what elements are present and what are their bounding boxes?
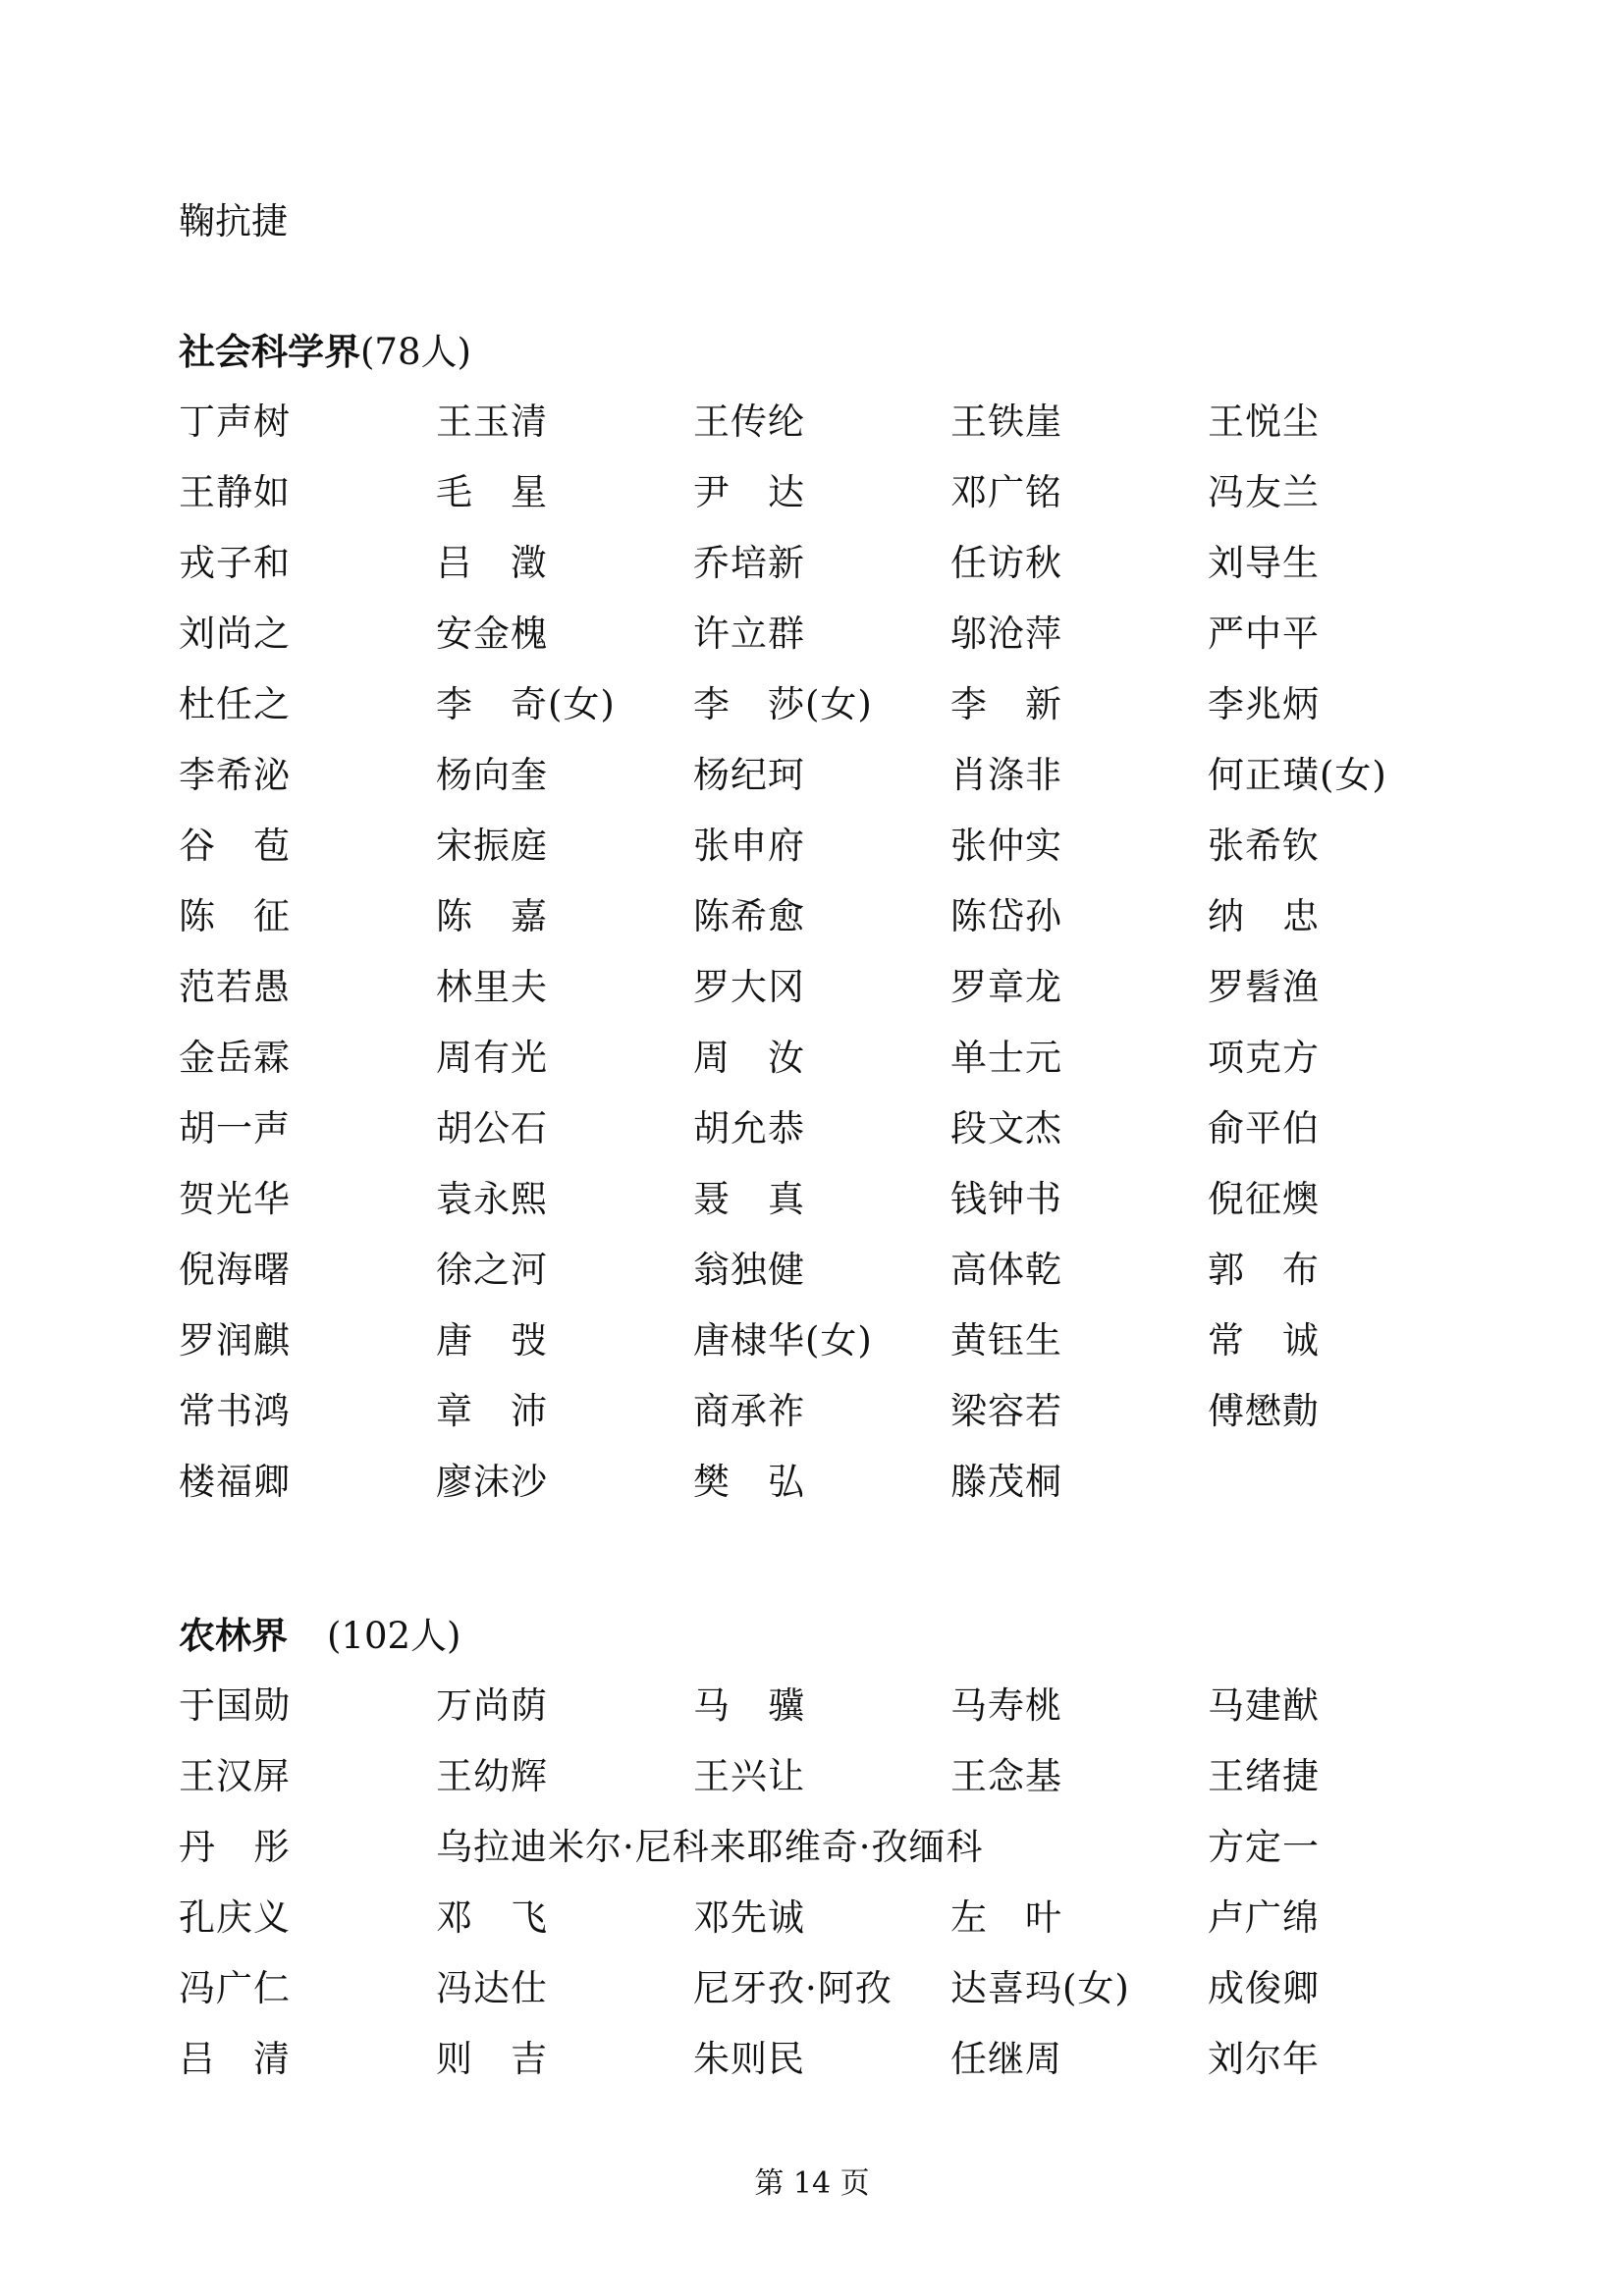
name-grid (179, 1671, 1485, 2095)
name-entry: 袁永熙 (436, 1178, 548, 1220)
name-entry: 樊 弘 (693, 1461, 805, 1503)
name-entry: 黄钰生 (950, 1319, 1062, 1362)
name-entry: 达喜玛(女) (950, 1967, 1130, 2009)
name-entry: 许立群 (693, 613, 805, 655)
name-entry: 陈岱孙 (950, 895, 1062, 937)
name-entry: 李 莎(女) (693, 683, 873, 725)
name-row (179, 669, 1485, 740)
name-entry: 任继周 (950, 2038, 1062, 2080)
section-title: 社会科学界 (179, 330, 360, 373)
name-entry: 乌拉迪米尔·尼科来耶维奇·孜缅科 (436, 1826, 984, 1868)
name-grid (179, 387, 1485, 1518)
name-entry: 李 新 (950, 683, 1062, 725)
page-number: 第 14 页 (754, 2166, 870, 2201)
name-entry: 傅懋勣 (1208, 1390, 1320, 1432)
name-entry: 钱钟书 (950, 1178, 1062, 1220)
name-entry: 周有光 (436, 1037, 548, 1079)
name-entry: 罗大冈 (693, 966, 805, 1008)
name-row (179, 1164, 1485, 1235)
name-entry: 周 汝 (693, 1037, 805, 1079)
name-row (179, 740, 1485, 811)
name-row (179, 1235, 1485, 1306)
name-entry: 朱则民 (693, 2038, 805, 2080)
name-entry: 罗润麒 (179, 1319, 291, 1362)
section-social-sciences (179, 316, 1485, 1518)
name-entry: 刘导生 (1208, 542, 1320, 584)
name-row (179, 1883, 1485, 1953)
name-entry: 吕 清 (179, 2038, 291, 2080)
name-entry: 任访秋 (950, 542, 1062, 584)
name-entry: 倪海曙 (179, 1249, 291, 1291)
name-entry: 王传纶 (693, 400, 805, 443)
name-entry: 邓广铭 (950, 471, 1062, 513)
name-entry: 肖涤非 (950, 754, 1062, 796)
section-heading (179, 316, 1485, 387)
name-entry: 项克方 (1208, 1037, 1320, 1079)
name-entry: 王玉清 (436, 400, 548, 443)
name-entry: 丁声树 (179, 400, 291, 443)
name-entry: 张仲实 (950, 825, 1062, 867)
name-row (179, 457, 1485, 528)
name-entry: 马 骥 (693, 1684, 805, 1727)
name-entry: 金岳霖 (179, 1037, 291, 1079)
name-row (179, 1447, 1485, 1518)
name-entry: 王念基 (950, 1755, 1062, 1797)
name-entry: 安金槐 (436, 613, 548, 655)
name-entry: 王悦尘 (1208, 400, 1320, 443)
name-entry: 翁独健 (693, 1249, 805, 1291)
name-entry: 章 沛 (436, 1390, 548, 1432)
name-entry: 罗髫渔 (1208, 966, 1320, 1008)
name-entry: 毛 星 (436, 471, 548, 513)
name-entry: 马寿桃 (950, 1684, 1062, 1727)
name-entry: 万尚荫 (436, 1684, 548, 1727)
name-entry: 唐 弢 (436, 1319, 548, 1362)
name-entry: 罗章龙 (950, 966, 1062, 1008)
section-count: (102人) (327, 1615, 461, 1657)
name-entry: 聂 真 (693, 1178, 805, 1220)
name-entry: 卢广绵 (1208, 1896, 1320, 1939)
name-entry: 杨纪珂 (693, 754, 805, 796)
name-row (179, 2024, 1485, 2095)
name-entry: 邓 飞 (436, 1896, 548, 1939)
name-entry: 廖沫沙 (436, 1461, 548, 1503)
name-entry: 胡一声 (179, 1107, 291, 1149)
name-entry: 刘尚之 (179, 613, 291, 655)
name-entry: 冯达仕 (436, 1967, 548, 2009)
name-row (179, 1376, 1485, 1447)
name-entry: 段文杰 (950, 1107, 1062, 1149)
name-entry: 左 叶 (950, 1896, 1062, 1939)
name-entry: 丹 彤 (179, 1826, 291, 1868)
name-row (179, 1094, 1485, 1164)
section-title: 农林界 (179, 1614, 288, 1657)
name-entry: 则 吉 (436, 2038, 548, 2080)
name-entry: 李兆炳 (1208, 683, 1320, 725)
section-count: (78人) (360, 331, 471, 373)
name-entry: 宋振庭 (436, 825, 548, 867)
name-entry: 冯友兰 (1208, 471, 1320, 513)
name-entry: 滕茂桐 (950, 1461, 1062, 1503)
name-row (179, 1953, 1485, 2024)
name-entry: 方定一 (1208, 1826, 1320, 1868)
name-row (179, 1812, 1485, 1883)
name-entry: 张希钦 (1208, 825, 1320, 867)
name-entry: 陈 征 (179, 895, 291, 937)
name-entry: 乔培新 (693, 542, 805, 584)
section-agriculture-forestry (179, 1600, 1485, 2095)
name-entry: 杨向奎 (436, 754, 548, 796)
name-entry: 尼牙孜·阿孜 (693, 1967, 893, 2009)
name-entry: 楼福卿 (179, 1461, 291, 1503)
name-entry: 王铁崖 (950, 400, 1062, 443)
name-row (179, 387, 1485, 457)
name-entry: 王幼辉 (436, 1755, 548, 1797)
name-entry: 李 奇(女) (436, 683, 616, 725)
name-entry: 王绪捷 (1208, 1755, 1320, 1797)
name-entry: 范若愚 (179, 966, 291, 1008)
name-row (179, 881, 1485, 952)
name-entry: 孔庆义 (179, 1896, 291, 1939)
name-entry: 单士元 (950, 1037, 1062, 1079)
name-entry: 成俊卿 (1208, 1967, 1320, 2009)
name-entry: 梁容若 (950, 1390, 1062, 1432)
name-entry: 王静如 (179, 471, 291, 513)
name-entry: 俞平伯 (1208, 1107, 1320, 1149)
name-entry: 严中平 (1208, 613, 1320, 655)
name-row (179, 1741, 1485, 1812)
name-entry: 吕 澂 (436, 542, 548, 584)
name-entry: 唐棣华(女) (693, 1319, 873, 1362)
name-row (179, 599, 1485, 669)
name-entry: 郭 布 (1208, 1249, 1320, 1291)
name-entry: 何正璜(女) (1208, 754, 1387, 796)
name-entry: 林里夫 (436, 966, 548, 1008)
name-row (179, 1671, 1485, 1741)
name-row (179, 1306, 1485, 1376)
section-heading (179, 1600, 1485, 1671)
name-entry: 李希泌 (179, 754, 291, 796)
name-entry: 高体乾 (950, 1249, 1062, 1291)
name-entry: 邬沧萍 (950, 613, 1062, 655)
name-row (179, 528, 1485, 599)
name-entry: 贺光华 (179, 1178, 291, 1220)
name-entry: 鞠抗捷 (179, 200, 288, 242)
name-entry: 商承祚 (693, 1390, 805, 1432)
name-entry: 杜任之 (179, 683, 291, 725)
name-entry: 纳 忠 (1208, 895, 1320, 937)
name-entry: 常书鸿 (179, 1390, 291, 1432)
name-entry: 戎子和 (179, 542, 291, 584)
name-entry: 徐之河 (436, 1249, 548, 1291)
name-entry: 刘尔年 (1208, 2038, 1320, 2080)
name-entry (1208, 1447, 1465, 1518)
name-entry: 胡允恭 (693, 1107, 805, 1149)
name-entry: 尹 达 (693, 471, 805, 513)
name-entry: 马建猷 (1208, 1684, 1320, 1727)
name-entry: 张申府 (693, 825, 805, 867)
name-entry: 王兴让 (693, 1755, 805, 1797)
name-row (179, 952, 1485, 1023)
name-entry: 于国勋 (179, 1684, 291, 1727)
name-entry: 倪征燠 (1208, 1178, 1320, 1220)
name-entry: 胡公石 (436, 1107, 548, 1149)
name-entry: 王汉屏 (179, 1755, 291, 1797)
name-entry: 冯广仁 (179, 1967, 291, 2009)
name-row (179, 811, 1485, 881)
name-entry: 陈希愈 (693, 895, 805, 937)
name-row (179, 1023, 1485, 1094)
name-entry: 邓先诚 (693, 1896, 805, 1939)
name-entry: 常 诚 (1208, 1319, 1320, 1362)
name-entry: 陈 嘉 (436, 895, 548, 937)
top-line-block (179, 187, 1485, 257)
name-entry: 谷 苞 (179, 825, 291, 867)
